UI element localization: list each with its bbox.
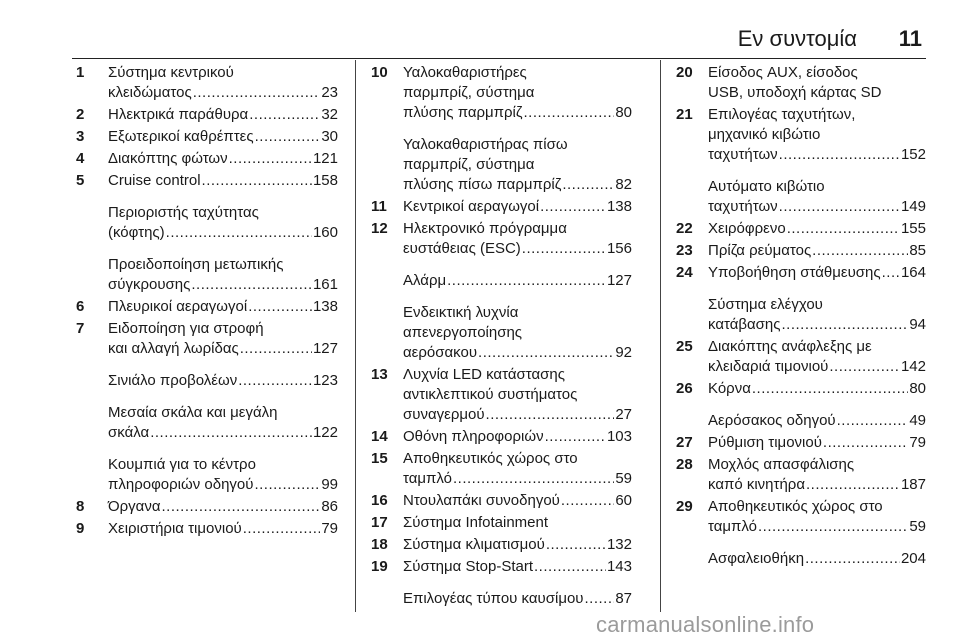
page-reference[interactable]: 79 [909, 434, 926, 451]
index-entry [76, 105, 338, 125]
entry-text-line: αντικλεπτικού συστήματος [403, 386, 578, 403]
entry-text-line: Υποβοήθηση στάθμευσης [708, 264, 881, 281]
index-entry [76, 297, 338, 317]
entry-text-line: Χειριστήρια τιμονιού [108, 520, 242, 537]
page-reference[interactable]: 149 [900, 198, 926, 215]
entry-text-line: ταχυτήτων [708, 146, 778, 163]
entry-text-line: Αυτόματο κιβώτιο [708, 178, 825, 195]
entry-text-line: Μοχλός απασφάλισης [708, 456, 855, 473]
entry-text-line: Μεσαία σκάλα και μεγάλη [108, 404, 278, 421]
entry-leader-row [708, 475, 926, 495]
page-reference[interactable]: 99 [321, 476, 338, 493]
dot-leader [447, 271, 606, 291]
item-number: 14 [371, 428, 388, 445]
item-number: 13 [371, 366, 388, 383]
dot-leader [823, 433, 908, 453]
dot-leader [150, 423, 312, 443]
index-entry [76, 403, 338, 443]
dot-leader [782, 315, 909, 335]
entry-leader-row [403, 103, 632, 123]
entry-text-line: Αερόσακος οδηγού [708, 412, 836, 429]
entry-text-line: Χειρόφρενο [708, 220, 786, 237]
index-entry [676, 455, 926, 495]
dot-leader [545, 427, 606, 447]
entry-leader-row [403, 535, 632, 555]
entry-text-line: και αλλαγή λωρίδας [108, 340, 239, 357]
index-entry [371, 219, 632, 259]
index-entry [676, 295, 926, 335]
index-entry [371, 63, 632, 123]
entry-text-line: Προειδοποίηση μετωπικής [108, 256, 284, 273]
entry-leader-row [708, 219, 926, 239]
entry-text-line: (κόφτης) [108, 224, 165, 241]
page-reference[interactable]: 23 [321, 84, 338, 101]
page-header [0, 26, 960, 56]
entry-leader-row [108, 275, 338, 295]
page-reference[interactable]: 27 [615, 406, 632, 423]
item-number: 3 [76, 128, 85, 145]
index-entry [371, 491, 632, 511]
entry-text-line: ταχυτήτων [708, 198, 778, 215]
entry-text-line: Επιλογέας τύπου καυσίμου [403, 590, 584, 607]
item-number: 23 [676, 242, 693, 259]
index-entry [76, 319, 338, 359]
item-number: 17 [371, 514, 388, 531]
page-reference[interactable]: 87 [615, 590, 632, 607]
entry-leader-row [108, 475, 338, 495]
page-reference[interactable]: 143 [606, 558, 632, 575]
dot-leader [534, 557, 606, 577]
entry-text-line: κλειδώματος [108, 84, 192, 101]
entry-text-line: Ασφαλειοθήκη [708, 550, 805, 567]
entry-text-line: σύγκρουσης [108, 276, 191, 293]
entry-text-line: Λυχνία LED κατάστασης [403, 366, 565, 383]
page-reference[interactable]: 60 [615, 492, 632, 509]
index-entry [76, 63, 338, 103]
entry-text-line: Αποθηκευτικός χώρος στο [403, 450, 578, 467]
index-entry [76, 127, 338, 147]
column-divider [660, 60, 661, 612]
item-number: 8 [76, 498, 85, 515]
page-reference[interactable]: 152 [900, 146, 926, 163]
entry-leader-row [108, 297, 338, 317]
page-reference[interactable]: 155 [900, 220, 926, 237]
dot-leader [562, 175, 614, 195]
entry-leader-row [108, 171, 338, 191]
entry-leader-row [108, 519, 338, 539]
index-entry [371, 535, 632, 555]
entry-text-line: παρμπρίζ, σύστημα [403, 84, 535, 101]
watermark: carmanualsonline.info [596, 612, 815, 637]
item-number: 10 [371, 64, 388, 81]
dot-leader [193, 83, 321, 103]
entry-leader-row [108, 497, 338, 517]
dot-leader [191, 275, 312, 295]
dot-leader [758, 517, 908, 537]
index-entry [676, 497, 926, 537]
entry-leader-row [403, 239, 632, 259]
entry-text-line: Cruise control [108, 172, 201, 189]
index-entry [371, 449, 632, 489]
index-column-3 [676, 63, 926, 571]
entry-text-line: Αλάρμ [403, 272, 447, 289]
entry-leader-row [708, 315, 926, 335]
entry-leader-row [108, 339, 338, 359]
page-reference[interactable]: 49 [909, 412, 926, 429]
entry-text-line: Σύστημα κλιματισμού [403, 536, 545, 553]
item-number: 24 [676, 264, 693, 281]
page-reference[interactable]: 80 [909, 380, 926, 397]
entry-leader-row [403, 405, 632, 425]
page-reference[interactable]: 121 [312, 150, 338, 167]
item-number: 22 [676, 220, 693, 237]
index-entry [371, 427, 632, 447]
index-column-1 [76, 63, 338, 541]
dot-leader [202, 171, 312, 191]
entry-text-line: Σύστημα Infotainment [403, 514, 549, 531]
item-number: 1 [76, 64, 85, 81]
entry-text-line: καπό κινητήρα [708, 476, 805, 493]
entry-text-line: Σύστημα κεντρικού [108, 64, 234, 81]
dot-leader [478, 343, 614, 363]
entry-text-line: ταμπλό [708, 518, 757, 535]
entry-text-line: Περιοριστής ταχύτητας [108, 204, 259, 221]
dot-leader [812, 241, 908, 261]
item-number: 4 [76, 150, 85, 167]
item-number: 5 [76, 172, 85, 189]
page-reference[interactable]: 59 [909, 518, 926, 535]
index-entry [76, 255, 338, 295]
entry-text-line: Οθόνη πληροφοριών [403, 428, 544, 445]
entry-text-line: μηχανικό κιβώτιο [708, 126, 821, 143]
entry-text-line: Σύστημα Stop-Start [403, 558, 534, 575]
index-column-2 [371, 63, 632, 611]
item-number: 15 [371, 450, 388, 467]
dot-leader [779, 197, 900, 217]
index-entry [371, 271, 632, 291]
entry-text-line: Υαλοκαθαριστήρας πίσω [403, 136, 568, 153]
dot-leader [540, 197, 606, 217]
index-entry [371, 513, 632, 533]
dot-leader [561, 491, 614, 511]
page-reference[interactable]: 86 [321, 498, 338, 515]
entry-text-line: Είσοδος AUX, είσοδος [708, 64, 858, 81]
entry-text-line: Ηλεκτρικά παράθυρα [108, 106, 249, 123]
dot-leader [779, 145, 900, 165]
index-entry [76, 497, 338, 517]
page-reference[interactable]: 94 [909, 316, 926, 333]
entry-leader-row [108, 223, 338, 243]
entry-text-line: Πρίζα ρεύματος [708, 242, 812, 259]
entry-text-line: παρμπρίζ, σύστημα [403, 156, 535, 173]
item-number: 6 [76, 298, 85, 315]
dot-leader [453, 469, 614, 489]
entry-text-line: ευστάθειας (ESC) [403, 240, 521, 257]
entry-leader-row [708, 517, 926, 537]
index-entry [676, 379, 926, 399]
index-entry [371, 589, 632, 609]
item-number: 9 [76, 520, 85, 537]
entry-text-line: Σινιάλο προβολέων [108, 372, 238, 389]
dot-leader [162, 497, 321, 517]
page-reference[interactable]: 85 [909, 242, 926, 259]
index-entry [676, 63, 926, 103]
index-entry [76, 371, 338, 391]
entry-text-line: Κόρνα [708, 380, 751, 397]
page-reference[interactable]: 127 [312, 340, 338, 357]
page-reference[interactable]: 103 [606, 428, 632, 445]
dot-leader [486, 405, 615, 425]
entry-text-line: σκάλα [108, 424, 150, 441]
page-reference[interactable]: 156 [606, 240, 632, 257]
index-entry [676, 411, 926, 431]
entry-text-line: συναγερμού [403, 406, 485, 423]
entry-leader-row [708, 411, 926, 431]
page-reference[interactable]: 79 [321, 520, 338, 537]
entry-text-line: Εξωτερικοί καθρέπτες [108, 128, 254, 145]
page-reference[interactable]: 164 [900, 264, 926, 281]
page-reference[interactable]: 138 [606, 198, 632, 215]
page-reference[interactable]: 160 [312, 224, 338, 241]
entry-leader-row [708, 197, 926, 217]
entry-text-line: αερόσακου [403, 344, 478, 361]
entry-leader-row [708, 357, 926, 377]
dot-leader [837, 411, 909, 431]
index-entry [676, 105, 926, 165]
entry-text-line: Διακόπτης φώτων [108, 150, 228, 167]
index-entry [76, 149, 338, 169]
page-reference[interactable]: 142 [900, 358, 926, 375]
dot-leader [166, 223, 312, 243]
section-title: Εν συντομία [737, 26, 857, 51]
item-number: 29 [676, 498, 693, 515]
entry-text-line: κλειδαριά τιμονιού [708, 358, 829, 375]
dot-leader [248, 297, 312, 317]
item-number: 2 [76, 106, 85, 123]
index-entry [676, 219, 926, 239]
entry-text-line: Ρύθμιση τιμονιού [708, 434, 822, 451]
entry-leader-row [708, 241, 926, 261]
dot-leader [524, 103, 615, 123]
item-number: 7 [76, 320, 85, 337]
item-number: 11 [371, 198, 387, 215]
index-entry [371, 303, 632, 363]
entry-leader-row [403, 343, 632, 363]
entry-text-line: πλύσης παρμπρίζ [403, 104, 523, 121]
dot-leader [806, 475, 900, 495]
page-number: 11 [898, 26, 922, 51]
page-reference[interactable]: 122 [312, 424, 338, 441]
page-reference[interactable]: 204 [900, 550, 926, 567]
index-entry [371, 557, 632, 577]
dot-leader [752, 379, 908, 399]
page-reference[interactable]: 82 [615, 176, 632, 193]
index-entry [371, 365, 632, 425]
index-entry [676, 337, 926, 377]
page-reference[interactable]: 138 [312, 298, 338, 315]
page-reference[interactable]: 161 [312, 276, 338, 293]
dot-leader [254, 475, 320, 495]
page-reference[interactable]: 158 [312, 172, 338, 189]
dot-leader [255, 127, 321, 147]
page-reference[interactable]: 92 [615, 344, 632, 361]
index-entry [676, 177, 926, 217]
item-number: 25 [676, 338, 693, 355]
item-number: 21 [676, 106, 693, 123]
entry-text-line: απενεργοποίησης [403, 324, 523, 341]
entry-leader-row [708, 145, 926, 165]
index-entry [76, 171, 338, 191]
page-reference[interactable]: 127 [606, 272, 632, 289]
entry-leader-row [108, 127, 338, 147]
dot-leader [249, 105, 320, 125]
entry-leader-row [403, 427, 632, 447]
dot-leader [829, 357, 900, 377]
entry-text-line: Πλευρικοί αεραγωγοί [108, 298, 248, 315]
column-divider [355, 60, 356, 612]
entry-leader-row [708, 549, 926, 569]
entry-leader-row [108, 423, 338, 443]
dot-leader [585, 589, 615, 609]
index-entry [371, 135, 632, 195]
item-number: 12 [371, 220, 388, 237]
entry-leader-row [403, 271, 632, 291]
dot-leader [546, 535, 606, 555]
entry-leader-row [108, 105, 338, 125]
index-entry [76, 203, 338, 243]
dot-leader [238, 371, 312, 391]
item-number: 18 [371, 536, 388, 553]
entry-text-line: Ενδεικτική λυχνία [403, 304, 519, 321]
page-reference[interactable]: 32 [321, 106, 338, 123]
entry-text-line: Ηλεκτρονικό πρόγραμμα [403, 220, 567, 237]
item-number: 20 [676, 64, 693, 81]
entry-text-line: Υαλοκαθαριστήρες [403, 64, 527, 81]
item-number: 28 [676, 456, 693, 473]
index-entry [76, 519, 338, 539]
entry-text-line: Όργανα [108, 498, 161, 515]
entry-text-line: USB, υποδοχή κάρτας SD [708, 84, 882, 101]
dot-leader [522, 239, 606, 259]
page-reference[interactable]: 59 [615, 470, 632, 487]
dot-leader [229, 149, 312, 169]
index-entry [676, 263, 926, 283]
page-reference[interactable]: 123 [312, 372, 338, 389]
entry-text-line: Σύστημα ελέγχου [708, 296, 823, 313]
entry-text-line: πλύσης πίσω παρμπρίζ [403, 176, 562, 193]
entry-text-line: Κεντρικοί αεραγωγοί [403, 198, 540, 215]
entry-text-line: Διακόπτης ανάφλεξης με [708, 338, 872, 355]
page-reference[interactable]: 132 [606, 536, 632, 553]
entry-leader-row [403, 491, 632, 511]
entry-leader-row [108, 149, 338, 169]
dot-leader [240, 339, 312, 359]
page-reference[interactable]: 80 [615, 104, 632, 121]
entry-leader-row [403, 557, 632, 577]
index-entry [371, 197, 632, 217]
item-number: 16 [371, 492, 388, 509]
dot-leader [787, 219, 900, 239]
entry-leader-row [403, 197, 632, 217]
dot-leader [805, 549, 900, 569]
dot-leader [882, 263, 900, 283]
entry-text-line: κατάβασης [708, 316, 781, 333]
page-reference[interactable]: 187 [900, 476, 926, 493]
entry-leader-row [708, 379, 926, 399]
index-entry [676, 241, 926, 261]
entry-leader-row [708, 263, 926, 283]
entry-text-line: Ειδοποίηση για στροφή [108, 320, 264, 337]
header-rule [72, 58, 926, 59]
entry-text-line: ταμπλό [403, 470, 452, 487]
entry-leader-row [108, 83, 338, 103]
entry-text-line: Κουμπιά για το κέντρο [108, 456, 256, 473]
item-number: 26 [676, 380, 693, 397]
index-entry [676, 549, 926, 569]
entry-leader-row [403, 589, 632, 609]
entry-text-line: Αποθηκευτικός χώρος στο [708, 498, 883, 515]
item-number: 27 [676, 434, 693, 451]
entry-text-line: Επιλογέας ταχυτήτων, [708, 106, 856, 123]
item-number: 19 [371, 558, 388, 575]
dot-leader [243, 519, 321, 539]
page-reference[interactable]: 30 [321, 128, 338, 145]
index-entry [676, 433, 926, 453]
entry-text-line: Ντουλαπάκι συνοδηγού [403, 492, 560, 509]
entry-leader-row [108, 371, 338, 391]
index-entry [76, 455, 338, 495]
entry-leader-row [403, 175, 632, 195]
entry-leader-row [708, 433, 926, 453]
entry-text-line: πληροφοριών οδηγού [108, 476, 254, 493]
entry-leader-row [403, 469, 632, 489]
